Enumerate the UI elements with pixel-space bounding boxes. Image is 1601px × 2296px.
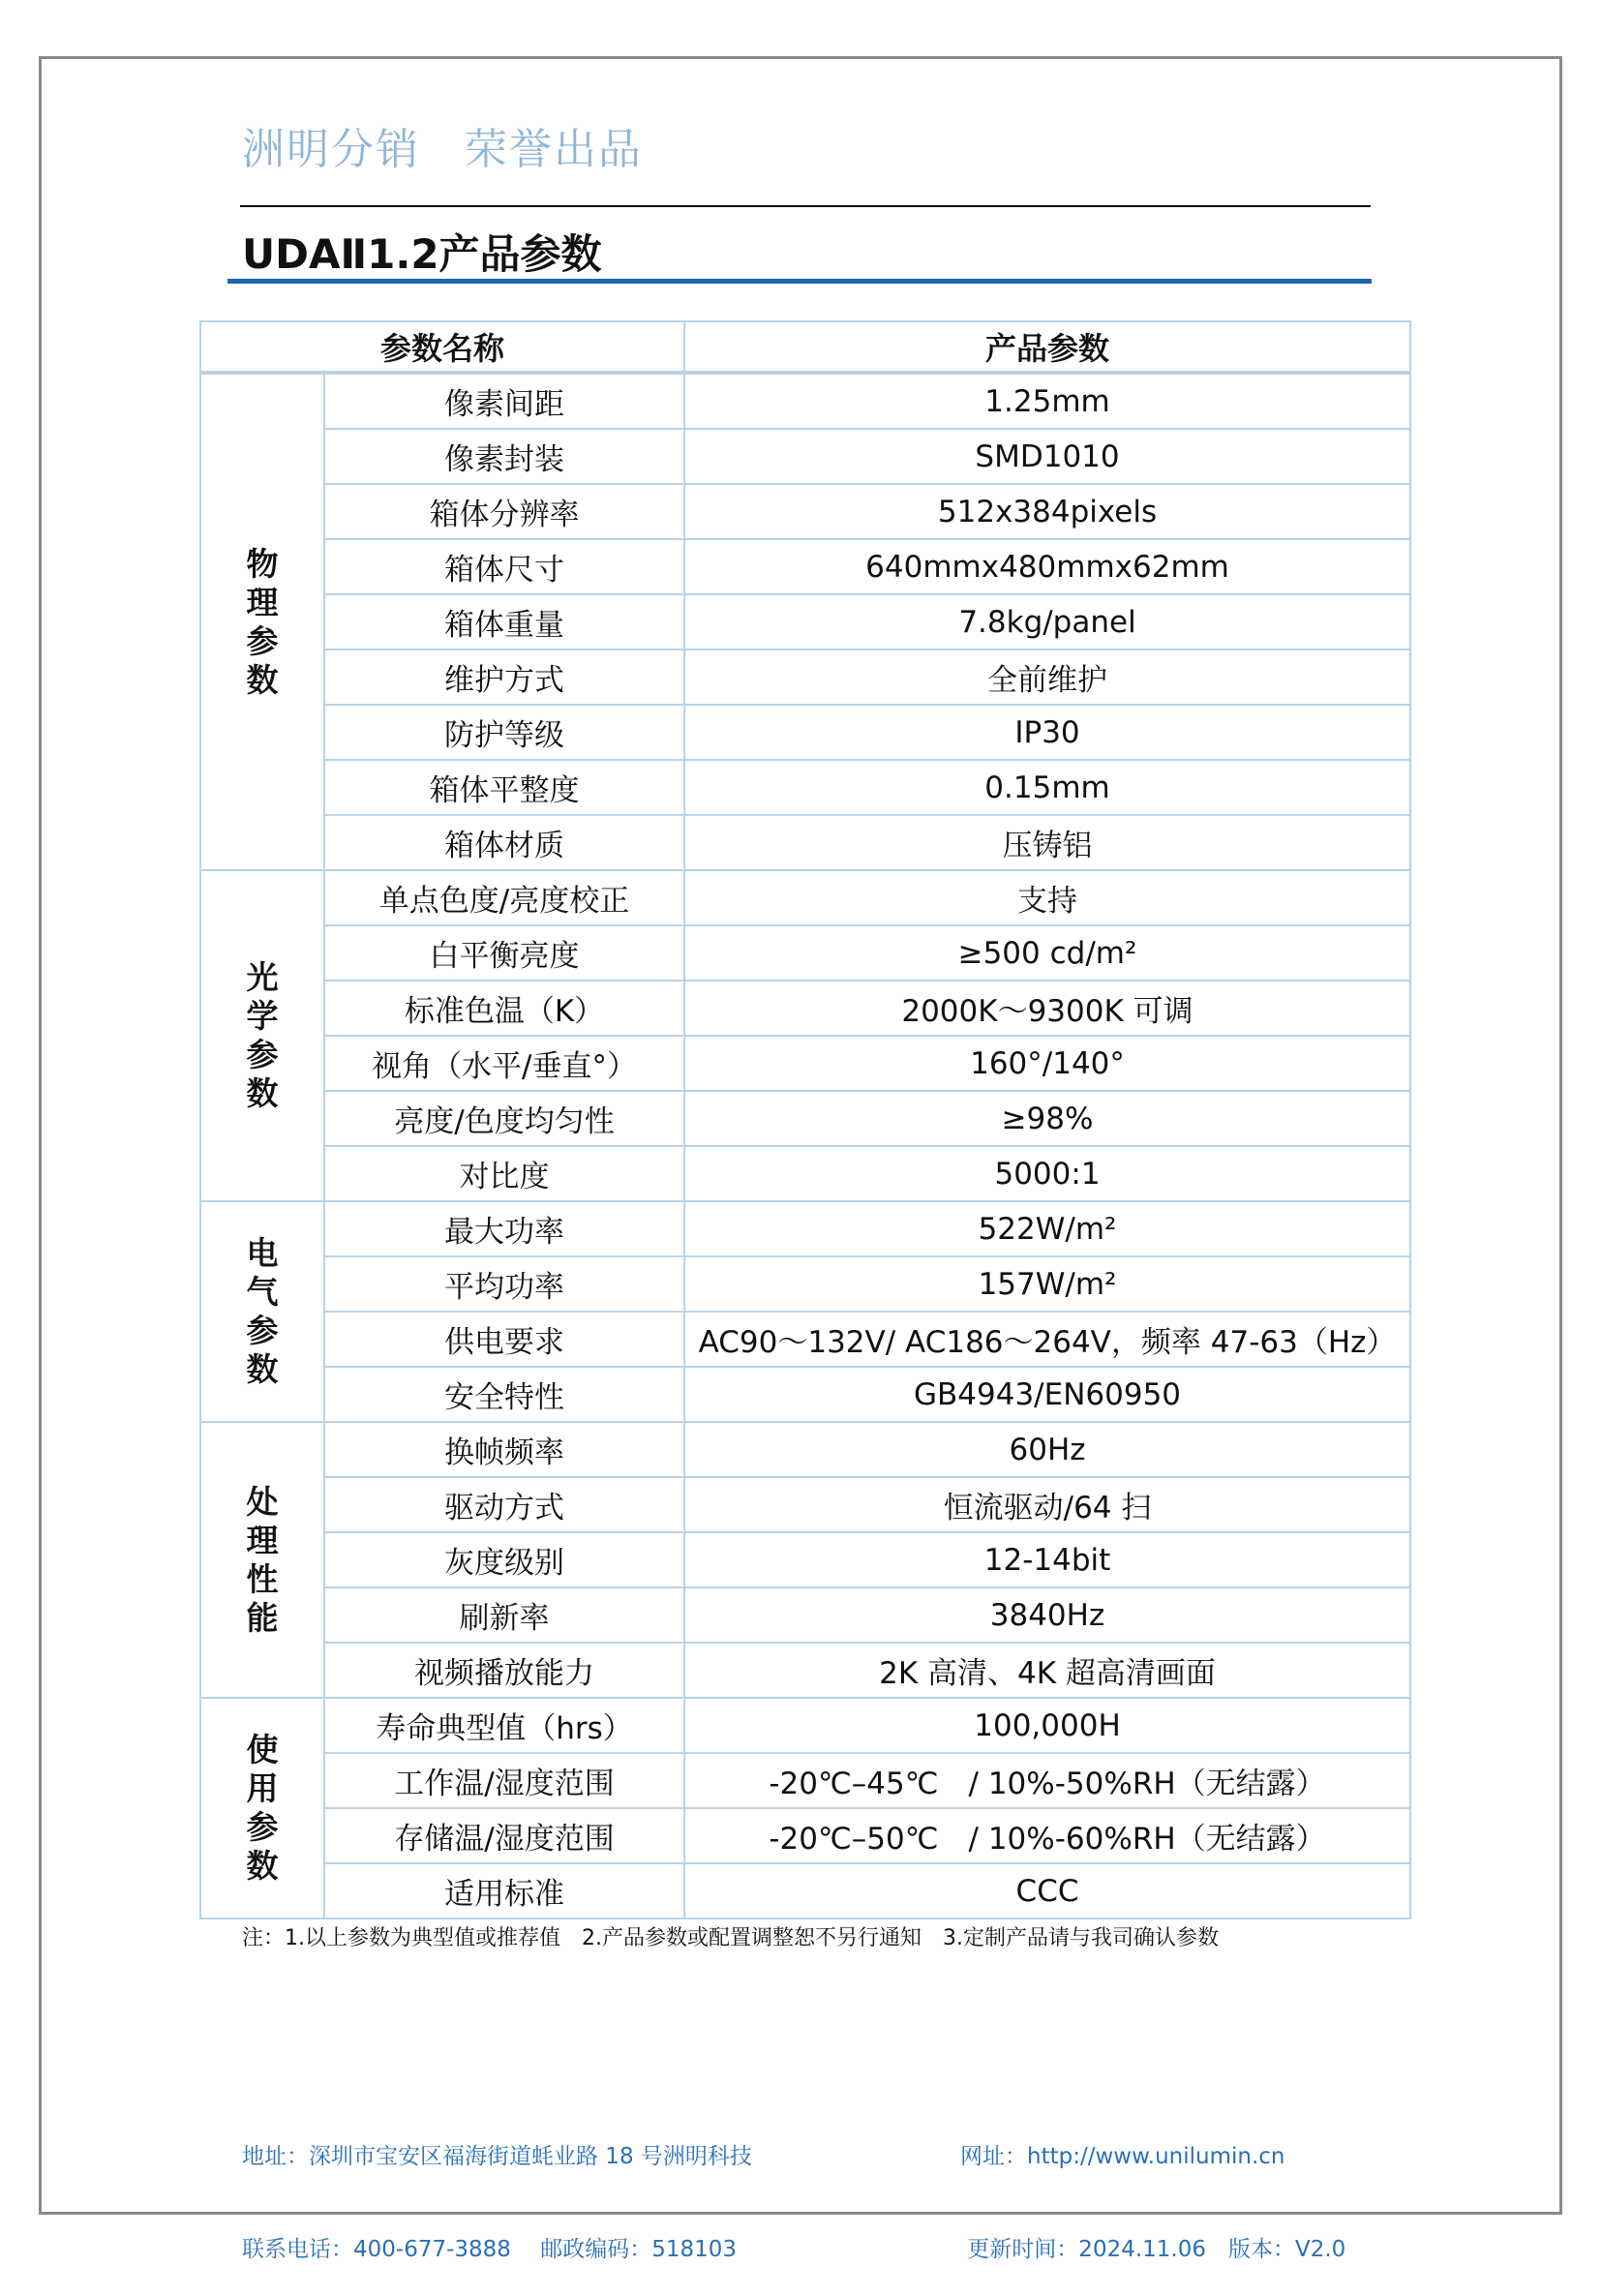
param-label: 箱体分辨率 bbox=[324, 484, 684, 539]
param-label: 供电要求 bbox=[324, 1312, 684, 1367]
page-title: UDAⅡ1.2产品参数 bbox=[242, 230, 602, 278]
param-label: 换帧频率 bbox=[324, 1422, 684, 1477]
param-value: 全前维护 bbox=[684, 650, 1410, 705]
param-value: 7.8kg/panel bbox=[684, 594, 1410, 650]
group-label: 电 气 参 数 bbox=[200, 1201, 324, 1422]
spec-table bbox=[199, 320, 1411, 1919]
param-value: ≥98% bbox=[684, 1091, 1410, 1146]
param-label: 视角（水平/垂直°） bbox=[324, 1036, 684, 1091]
param-label: 像素间距 bbox=[324, 373, 684, 429]
param-label: 标准色温（K） bbox=[324, 981, 684, 1036]
param-value: 100,000H bbox=[684, 1698, 1410, 1753]
param-value: IP30 bbox=[684, 705, 1410, 760]
param-value: 恒流驱动/64 扫 bbox=[684, 1477, 1410, 1532]
param-value: 160°/140° bbox=[684, 1036, 1410, 1091]
param-value: 522W/m² bbox=[684, 1201, 1410, 1256]
table-row bbox=[200, 373, 1410, 429]
param-value: -20℃–45℃ / 10%-50%RH（无结露） bbox=[684, 1753, 1410, 1808]
table-row bbox=[200, 1256, 1410, 1312]
param-label: 防护等级 bbox=[324, 705, 684, 760]
param-label: 寿命典型值（hrs） bbox=[324, 1698, 684, 1753]
table-row bbox=[200, 594, 1410, 650]
footer-right bbox=[960, 2079, 1345, 2296]
param-label: 对比度 bbox=[324, 1146, 684, 1201]
param-label: 箱体重量 bbox=[324, 594, 684, 650]
param-value: 157W/m² bbox=[684, 1256, 1410, 1312]
param-value: 支持 bbox=[684, 870, 1410, 925]
param-label: 适用标准 bbox=[324, 1863, 684, 1918]
param-label: 视频播放能力 bbox=[324, 1643, 684, 1698]
table-row bbox=[200, 1036, 1410, 1091]
table-row bbox=[200, 1201, 1410, 1256]
param-label: 像素封装 bbox=[324, 429, 684, 484]
table-row bbox=[200, 815, 1410, 870]
param-label: 刷新率 bbox=[324, 1587, 684, 1643]
param-label: 箱体尺寸 bbox=[324, 539, 684, 594]
table-row bbox=[200, 925, 1410, 981]
param-label: 箱体平整度 bbox=[324, 760, 684, 815]
param-label: 最大功率 bbox=[324, 1201, 684, 1256]
param-value: 1.25mm bbox=[684, 373, 1410, 429]
header-divider bbox=[240, 205, 1371, 207]
group-label: 物 理 参 数 bbox=[200, 373, 324, 870]
footer-address: 地址：深圳市宝安区福海街道蚝业路 18 号洲明科技 bbox=[242, 2144, 752, 2169]
param-value: AC90～132V/ AC186～264V，频率 47-63（Hz） bbox=[684, 1312, 1410, 1367]
param-label: 白平衡亮度 bbox=[324, 925, 684, 981]
table-row bbox=[200, 1532, 1410, 1587]
title-underline bbox=[227, 279, 1372, 284]
group-label: 使 用 参 数 bbox=[200, 1698, 324, 1918]
table-row bbox=[200, 1091, 1410, 1146]
footnote: 注：1.以上参数为典型值或推荐值 2.产品参数或配置调整恕不另行通知 3.定制产品请与我司确认参数 bbox=[242, 1926, 1219, 1950]
footer-left bbox=[242, 2079, 752, 2296]
table-row bbox=[200, 1587, 1410, 1643]
param-value: 2000K～9300K 可调 bbox=[684, 981, 1410, 1036]
header-param-value: 产品参数 bbox=[684, 321, 1410, 373]
param-label: 安全特性 bbox=[324, 1367, 684, 1422]
table-row bbox=[200, 1808, 1410, 1863]
table-row bbox=[200, 650, 1410, 705]
param-value: ≥500 cd/m² bbox=[684, 925, 1410, 981]
param-label: 平均功率 bbox=[324, 1256, 684, 1312]
param-value: 0.15mm bbox=[684, 760, 1410, 815]
table-row bbox=[200, 1753, 1410, 1808]
param-value: 2K 高清、4K 超高清画面 bbox=[684, 1643, 1410, 1698]
footer-contact: 联系电话：400-677-3888 邮政编码：518103 bbox=[242, 2237, 738, 2262]
brand-slogan: 洲明分销 荣誉出品 bbox=[242, 125, 643, 174]
table-row bbox=[200, 870, 1410, 925]
param-label: 工作温/湿度范围 bbox=[324, 1753, 684, 1808]
param-value: 512x384pixels bbox=[684, 484, 1410, 539]
param-value: 12-14bit bbox=[684, 1532, 1410, 1587]
table-row bbox=[200, 1643, 1410, 1698]
table-row bbox=[200, 539, 1410, 594]
table-row bbox=[200, 1477, 1410, 1532]
param-label: 存储温/湿度范围 bbox=[324, 1808, 684, 1863]
param-value: GB4943/EN60950 bbox=[684, 1367, 1410, 1422]
param-label: 维护方式 bbox=[324, 650, 684, 705]
table-row bbox=[200, 484, 1410, 539]
param-label: 驱动方式 bbox=[324, 1477, 684, 1532]
param-value: 640mmx480mmx62mm bbox=[684, 539, 1410, 594]
param-label: 箱体材质 bbox=[324, 815, 684, 870]
param-value: 3840Hz bbox=[684, 1587, 1410, 1643]
param-label: 单点色度/亮度校正 bbox=[324, 870, 684, 925]
footer-website: 网址：http://www.unilumin.cn bbox=[960, 2144, 1285, 2169]
table-row bbox=[200, 429, 1410, 484]
param-value: 5000:1 bbox=[684, 1146, 1410, 1201]
table-row bbox=[200, 705, 1410, 760]
table-header-row bbox=[200, 321, 1410, 373]
param-value: -20℃–50℃ / 10%-60%RH（无结露） bbox=[684, 1808, 1410, 1863]
spec-table-body bbox=[200, 373, 1410, 1918]
param-value: CCC bbox=[684, 1863, 1410, 1918]
table-row bbox=[200, 981, 1410, 1036]
table-row bbox=[200, 1698, 1410, 1753]
table-row bbox=[200, 1367, 1410, 1422]
table-row bbox=[200, 1146, 1410, 1201]
param-label: 灰度级别 bbox=[324, 1532, 684, 1587]
table-row bbox=[200, 1422, 1410, 1477]
table-row bbox=[200, 1312, 1410, 1367]
param-value: SMD1010 bbox=[684, 429, 1410, 484]
table-row bbox=[200, 1863, 1410, 1918]
header-param-name: 参数名称 bbox=[200, 321, 684, 373]
table-row bbox=[200, 760, 1410, 815]
group-label: 处 理 性 能 bbox=[200, 1422, 324, 1698]
param-value: 压铸铝 bbox=[684, 815, 1410, 870]
group-label: 光 学 参 数 bbox=[200, 870, 324, 1201]
footer-updated: 更新时间：2024.11.06 版本：V2.0 bbox=[960, 2237, 1346, 2262]
param-label: 亮度/色度均匀性 bbox=[324, 1091, 684, 1146]
param-value: 60Hz bbox=[684, 1422, 1410, 1477]
